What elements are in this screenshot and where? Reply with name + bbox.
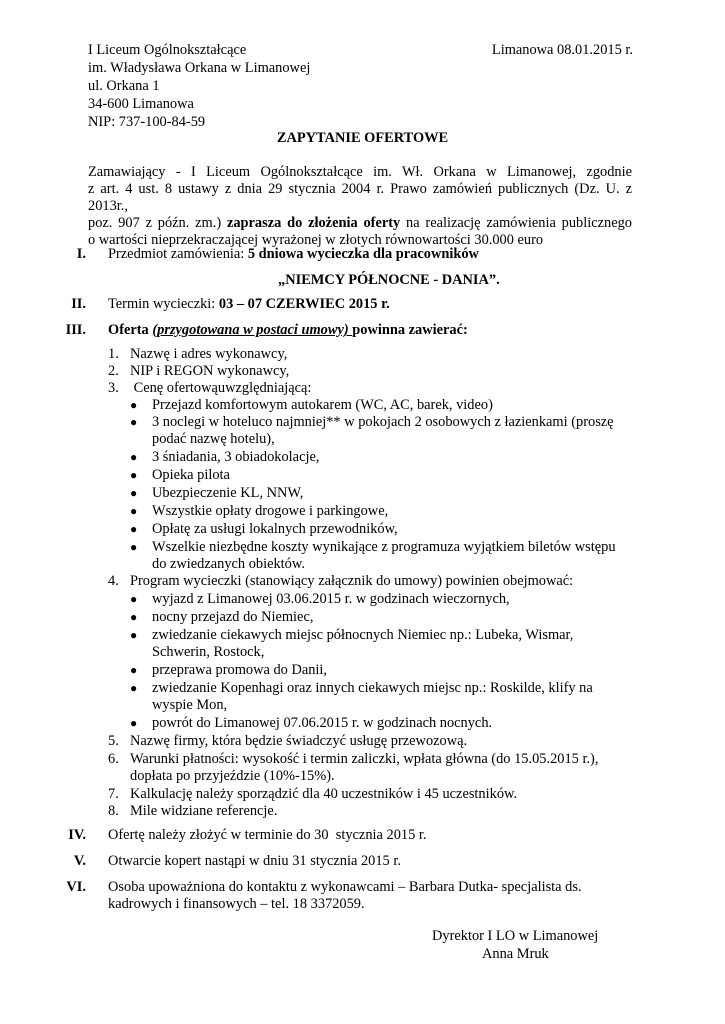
bullet-icon: ● bbox=[130, 716, 138, 730]
bullet-icon: ● bbox=[130, 468, 138, 482]
section-dates bbox=[108, 296, 390, 313]
section-number: III. bbox=[65, 322, 86, 338]
bullet-icon: ● bbox=[130, 610, 138, 624]
list-number: 5. bbox=[108, 733, 119, 749]
bullet-item: nocny przejazd do Niemiec, bbox=[152, 609, 314, 625]
list-item: Cenę ofertowąuwzględniającą: bbox=[130, 380, 312, 396]
list-number: 6. bbox=[108, 751, 119, 767]
school-street: ul. Orkana 1 bbox=[88, 78, 160, 94]
list-number: 4. bbox=[108, 573, 119, 589]
list-item: Nazwę i adres wykonawcy, bbox=[130, 346, 288, 362]
section-number: II. bbox=[71, 296, 86, 312]
bullet-item: zwiedzanie ciekawych miejsc północnych Niemiec np.: Lubeka, Wismar, bbox=[152, 627, 574, 643]
list-item: Kalkulację należy sporządzić dla 40 uczestników i 45 uczestników. bbox=[130, 786, 518, 802]
section-label: powinna zawierać: bbox=[352, 322, 468, 338]
bullet-item: Opłatę za usługi lokalnych przewodników, bbox=[152, 521, 398, 537]
bullet-item: 3 śniadania, 3 obiadokolacje, bbox=[152, 449, 320, 465]
section-contact: Osoba upoważniona do kontaktu z wykonawcami – Barbara Dutka- specjalista ds. bbox=[108, 879, 582, 895]
section-label: Termin wycieczki: bbox=[108, 296, 219, 312]
list-number: 3. bbox=[108, 380, 119, 396]
bullet-item: Wszystkie opłaty drogowe i parkingowe, bbox=[152, 503, 389, 519]
section-opening: Otwarcie kopert nastąpi w dniu 31 stycznia 2015 r. bbox=[108, 853, 401, 869]
bullet-item: przeprawa promowa do Danii, bbox=[152, 662, 328, 678]
bullet-icon: ● bbox=[130, 592, 138, 606]
bullet-icon: ● bbox=[130, 522, 138, 536]
bullet-item: powrót do Limanowej 07.06.2015 r. w godzinach nocnych. bbox=[152, 715, 493, 731]
bullet-item: 3 noclegi w hoteluco najmniej** w pokojach 2 osobowych z łazienkami (proszę bbox=[152, 414, 614, 430]
section-label: Oferta bbox=[108, 322, 153, 338]
school-postal: 34-600 Limanowa bbox=[88, 96, 194, 112]
school-nip: NIP: 737-100-84-59 bbox=[88, 114, 206, 130]
list-item: Warunki płatności: wysokość i termin zaliczki, wpłata główna (do 15.05.2015 r.), bbox=[130, 751, 599, 767]
section-value: 5 dniowa wycieczka dla pracowników bbox=[247, 246, 479, 262]
trip-destination: „NIEMCY PÓŁNOCNE - DANIA”. bbox=[278, 272, 500, 288]
bullet-item: Wszelkie niezbędne koszty wynikające z programuza wyjątkiem biletów wstępu bbox=[152, 539, 616, 555]
list-item: NIP i REGON wykonawcy, bbox=[130, 363, 290, 379]
list-item-continued: dopłata po przyjeździe (10%-15%). bbox=[130, 768, 335, 784]
bullet-item-continued: do zwiedzanych obiektów. bbox=[152, 556, 305, 572]
place-date: Limanowa 08.01.2015 r. bbox=[491, 42, 633, 58]
bullet-item: Opieka pilota bbox=[152, 467, 230, 483]
list-item: Nazwę firmy, która będzie świadczyć usługę przewozową. bbox=[130, 733, 468, 749]
list-number: 7. bbox=[108, 786, 119, 802]
intro-line: z art. 4 ust. 8 ustawy z dnia 29 stycznia 2004 r. Prawo zamówień publicznych (Dz. U. z 2013r., bbox=[88, 181, 632, 214]
document-title: ZAPYTANIE OFERTOWE bbox=[276, 130, 449, 146]
bullet-item-continued: podać nazwę hotelu), bbox=[152, 431, 275, 447]
bullet-item: zwiedzanie Kopenhagi oraz innych ciekawych miejsc np.: Roskilde, klify na bbox=[152, 680, 593, 696]
intro-line bbox=[88, 215, 632, 232]
intro-paragraph bbox=[88, 164, 632, 249]
section-note: (przygotowana w postaci umowy) bbox=[152, 322, 353, 338]
section-number: VI. bbox=[66, 879, 86, 895]
school-patron: im. Władysława Orkana w Limanowej bbox=[88, 60, 311, 76]
bullet-item: wyjazd z Limanowej 03.06.2015 r. w godzinach wieczornych, bbox=[152, 591, 510, 607]
bullet-icon: ● bbox=[130, 628, 138, 642]
section-number: IV. bbox=[68, 827, 86, 843]
intro-emphasis: zaprasza do złożenia oferty bbox=[226, 215, 401, 231]
bullet-item: Ubezpieczenie KL, NNW, bbox=[152, 485, 304, 501]
intro-line: o wartości nieprzekraczającej wyrażonej w złotych równowartości 30.000 euro bbox=[88, 232, 544, 248]
list-item: Mile widziane referencje. bbox=[130, 803, 278, 819]
section-number: V. bbox=[73, 853, 86, 869]
list-number: 8. bbox=[108, 803, 119, 819]
list-number: 1. bbox=[108, 346, 119, 362]
bullet-item: Przejazd komfortowym autokarem (WC, AC, barek, video) bbox=[152, 397, 493, 413]
intro-line: Zamawiający - I Liceum Ogólnokształcące im. Wł. Orkana w Limanowej, zgodnie bbox=[88, 164, 632, 180]
school-name: I Liceum Ogólnokształcące bbox=[88, 42, 247, 58]
list-number: 2. bbox=[108, 363, 119, 379]
signature-position: Dyrektor I LO w Limanowej bbox=[432, 928, 599, 944]
signature-name: Anna Mruk bbox=[482, 946, 549, 962]
bullet-icon: ● bbox=[130, 663, 138, 677]
bullet-item-continued: Schwerin, Rostock, bbox=[152, 644, 265, 660]
bullet-icon: ● bbox=[130, 415, 138, 429]
section-value: 03 – 07 CZERWIEC 2015 r. bbox=[218, 296, 390, 312]
section-label: Przedmiot zamówienia: bbox=[108, 246, 248, 262]
intro-text: na realizację zamówienia publicznego bbox=[400, 215, 632, 231]
bullet-icon: ● bbox=[130, 486, 138, 500]
section-contact-continued: kadrowych i finansowych – tel. 18 3372059. bbox=[108, 896, 365, 912]
bullet-icon: ● bbox=[130, 681, 138, 695]
section-subject bbox=[108, 246, 479, 263]
bullet-icon: ● bbox=[130, 398, 138, 412]
section-deadline: Ofertę należy złożyć w terminie do 30 stycznia 2015 r. bbox=[108, 827, 427, 843]
bullet-icon: ● bbox=[130, 450, 138, 464]
bullet-icon: ● bbox=[130, 504, 138, 518]
list-item: Program wycieczki (stanowiący załącznik do umowy) powinien obejmować: bbox=[130, 573, 574, 589]
bullet-item-continued: wyspie Mon, bbox=[152, 697, 228, 713]
intro-text: poz. 907 z późn. zm.) bbox=[88, 215, 227, 231]
bullet-icon: ● bbox=[130, 540, 138, 554]
section-number: I. bbox=[76, 246, 86, 262]
section-offer bbox=[108, 322, 468, 339]
